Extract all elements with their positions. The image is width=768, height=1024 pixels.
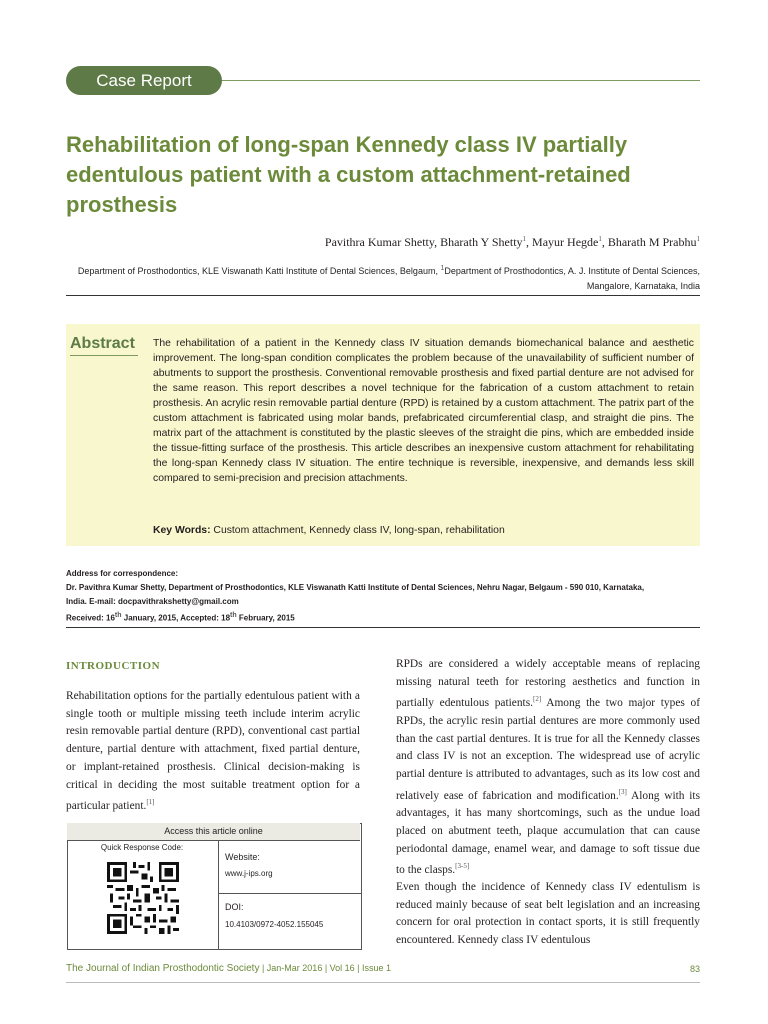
address-line1: Dr. Pavithra Kumar Shetty, Department of Prosthodontics, KLE Viswanath Katti Institute of Dental Sciences, Nehru Nagar, Belgaum - 590 010, Karnataka, xyxy=(66,583,645,592)
qr-code-icon[interactable] xyxy=(107,862,179,934)
website-link[interactable]: www.j-ips.org xyxy=(225,869,273,878)
address-divider xyxy=(66,627,700,628)
page-number: 83 xyxy=(689,964,700,974)
authors-part2: , Mayur Hegde xyxy=(526,235,599,249)
citation-ref[interactable]: [3-5] xyxy=(455,862,470,871)
intro-right-text-b: Among the two major types of RPDs, the acrylic resin partial dentures are more commonly used than the cast partial dentures. It is true for all the Kennedy classes and class IV is not an exception. The widespread use of acrylic partial denture is attributed to advantages, such as its low cost and relatively ease of fabrication and modification. xyxy=(396,697,700,802)
accepted-rest: February, 2015 xyxy=(236,613,295,623)
address-line2: India. E-mail: docpavithrakshetty@gmail.com xyxy=(66,597,239,606)
journal-footer xyxy=(66,963,391,974)
qr-code-label: Quick Response Code: xyxy=(100,843,184,852)
author-sup: 1 xyxy=(598,235,602,243)
case-report-banner: Case Report xyxy=(66,66,222,95)
keywords xyxy=(153,525,694,536)
access-box-heading: Access this article online xyxy=(67,823,360,841)
keywords-label: Key Words: xyxy=(153,525,211,536)
website-label: Website: xyxy=(225,852,260,862)
accepted-date: January, 2015, Accepted: 18 xyxy=(121,613,231,623)
abstract-label-rule xyxy=(70,355,138,356)
journal-name: The Journal of Indian Prosthodontic Society xyxy=(66,963,260,974)
access-box-divider xyxy=(218,840,219,949)
doi-label: DOI: xyxy=(225,902,244,912)
issue-info: | Jan-Mar 2016 | Vol 16 | Issue 1 xyxy=(259,963,392,973)
correspondence-address xyxy=(66,567,700,626)
intro-left-text: Rehabilitation options for the partially edentulous patient with a single tooth or multiple missing teeth include interim acrylic resin removable partial denture (RPD), conventional cast partial denture, partial denture with attachment, fixed partial denture, or implant-retained prosthesis. Clinical decision-making is critical in deciding the most suitable treatment option for a particular patient. xyxy=(66,690,360,813)
received-accepted xyxy=(66,609,700,626)
intro-paragraph-left xyxy=(66,688,360,816)
affiliation-sup: 1 xyxy=(440,265,445,272)
footer-rule xyxy=(66,982,700,983)
received-sup: th xyxy=(114,612,122,619)
section-heading-introduction: INTRODUCTION xyxy=(66,660,161,672)
accepted-sup: th xyxy=(230,612,237,619)
affiliation-part2: Department of Prosthodontics, A. J. Institute of Dental Sciences, Mangalore, Karnataka, India xyxy=(444,266,700,291)
affiliation xyxy=(66,261,700,294)
abstract-label: Abstract xyxy=(70,335,135,352)
intro-paragraph-right-1 xyxy=(396,656,700,880)
author-sup: 1 xyxy=(696,235,700,243)
authors-part3: , Bharath M Prabhu xyxy=(601,235,697,249)
intro-paragraph-right-2: Even though the incidence of Kennedy class IV edentulism is reduced mainly because of seat belt legislation and an increasing concern for oral protection in contact sports, it is still frequently encountered. Kennedy class IV edentulous xyxy=(396,881,700,947)
address-heading: Address for correspondence: xyxy=(66,569,179,578)
banner-rule xyxy=(210,80,700,81)
received-date: Received: 16 xyxy=(66,613,115,623)
citation-ref[interactable]: [3] xyxy=(618,787,627,796)
keywords-values: Custom attachment, Kennedy class IV, long-span, rehabilitation xyxy=(210,525,505,536)
intro-right-text-a: RPDs are considered a widely acceptable means of replacing missing natural teeth for restoring aesthetics and function in partially edentulous patients. xyxy=(396,658,700,710)
author-sup: 1 xyxy=(522,235,527,243)
header-divider xyxy=(66,295,700,296)
affiliation-part1: Department of Prosthodontics, KLE Viswanath Katti Institute of Dental Sciences, Belgaum, xyxy=(77,266,441,276)
doi-link[interactable]: 10.4103/0972-4052.155045 xyxy=(225,920,324,929)
intro-right-text-c: Along with its advantages, it has many shortcomings, such as the undue load placed on abutment teeth, plaque accumulation that can cause periodontal damage, enamel wear, and damage to soft tissue due to the clasps. xyxy=(396,789,700,877)
citation-ref[interactable]: [1] xyxy=(146,798,155,807)
article-title: Rehabilitation of long-span Kennedy class IV partially edentulous patient with a custom attachment-retained prosthesis xyxy=(66,132,631,217)
abstract-text: The rehabilitation of a patient in the Kennedy class IV situation demands biomechanical balance and aesthetic improvement. The long-span condition complicates the problem because of the unavailability of sufficient number of abutments to support the prosthesis. Conventional removable prosthesis and fixed partial denture are not advised for the same reason. This report describes a novel technique for the fabrication of a custom attachment to retain prosthesis. An acrylic resin removable partial denture (RPD) is retained by a custom attachment. The patrix part of the custom attachment is fabricated using molar bands, prefabricated circumferential clasp, and straight die pins. The matrix part of the attachment is constituted by the plastic sleeves of the straight die pins, which are embedded inside the tissue-fitting surface of the prosthesis. This article describes an inexpensive custom attachment for rehabilitating the long-span Kennedy class IV situation. The entire technique is reversible, inexpensive, and demands less skill compared to semi-precision and precision attachments. xyxy=(153,338,694,484)
author-list xyxy=(325,235,700,250)
access-box-divider xyxy=(218,893,361,894)
authors-part1: Pavithra Kumar Shetty, Bharath Y Shetty xyxy=(324,235,523,249)
citation-ref[interactable]: [2] xyxy=(532,695,542,704)
